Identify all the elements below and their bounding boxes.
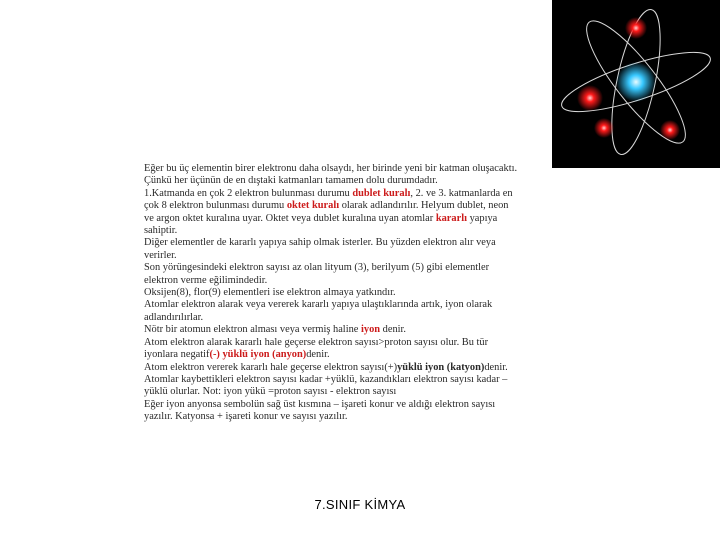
highlight-term: oktet kuralı	[286, 200, 340, 212]
text-line: verirler.	[144, 249, 177, 261]
highlight-term: kararlı	[435, 212, 467, 224]
nucleus	[616, 62, 656, 102]
text-line: sahiptir.	[144, 225, 178, 237]
body-text	[144, 163, 584, 424]
text-line: Atomlar kaybettikleri elektron sayısı kadar +yüklü, kazandıkları elektron sayısı kadar –	[144, 373, 508, 385]
highlight-term: iyon	[361, 324, 381, 336]
text-line: çok 8 elektron bulunması durumu oktet kuralı olarak adlandırılır. Helyum dublet, neon	[144, 200, 509, 212]
bold-term: yüklü iyon (katyon)	[397, 361, 485, 373]
text-line: yazılır. Katyonsa + işareti konur ve sayısı yazılır.	[144, 411, 348, 423]
text-line: Son yörüngesindeki elektron sayısı az olan lityum (3), berilyum (5) gibi elementler	[144, 262, 490, 274]
text-line: Atom elektron alarak kararlı hale geçerse elektron sayısı>proton sayısı olur. Bu tür	[144, 336, 489, 348]
electron	[660, 120, 680, 140]
electron	[577, 85, 603, 111]
text-line: yüklü olurlar. Not: iyon yükü =proton sayısı - elektron sayısı	[144, 386, 397, 398]
text-line: elektron verme eğilimindedir.	[144, 274, 268, 286]
footer-label: 7.SINIF KİMYA	[314, 497, 406, 512]
text-line: 1.Katmanda en çok 2 elektron bulunması durumu dublet kuralı, 2. ve 3. katmanlarda en	[144, 187, 513, 199]
atom-image	[552, 0, 720, 168]
text-line: adlandırılırlar.	[144, 311, 204, 323]
electron	[594, 118, 614, 138]
text-line: Atom elektron vererek kararlı hale geçerse elektron sayısı(+)yüklü iyon (katyon)denir.	[144, 361, 508, 373]
electron	[625, 17, 647, 39]
text-line: Çünkü her üçünün de en dıştaki katmanları tamamen dolu durumdadır.	[144, 175, 438, 187]
text-line: Atomlar elektron alarak veya vererek kararlı yapıya ulaştıklarında artık, iyon olarak	[144, 299, 493, 311]
text-line: Eğer bu üç elementin birer elektronu daha olsaydı, her birinde yeni bir katman oluşacaktı.	[144, 163, 518, 174]
atom-icon	[552, 0, 720, 168]
text-line: Oksijen(8), flor(9) elementleri ise elektron almaya yatkındır.	[144, 287, 396, 299]
text-line: Nötr bir atomun elektron alması veya vermiş haline iyon denir.	[144, 324, 407, 336]
text-line: ve argon oktet kuralına uyar. Oktet veya dublet kuralına uyan atomlar kararlı yapıya	[144, 212, 498, 224]
text-line: Eğer iyon anyonsa sembolün sağ üst kısmına – işareti konur ve aldığı elektron sayısı	[144, 398, 496, 410]
text-line: Diğer elementler de kararlı yapıya sahip olmak isterler. Bu yüzden elektron alır veya	[144, 237, 496, 249]
highlight-term: (-) yüklü iyon (anyon)	[209, 349, 307, 361]
highlight-term: dublet kuralı	[352, 187, 411, 199]
text-line: iyonlara negatif(-) yüklü iyon (anyon)denir.	[144, 349, 330, 361]
